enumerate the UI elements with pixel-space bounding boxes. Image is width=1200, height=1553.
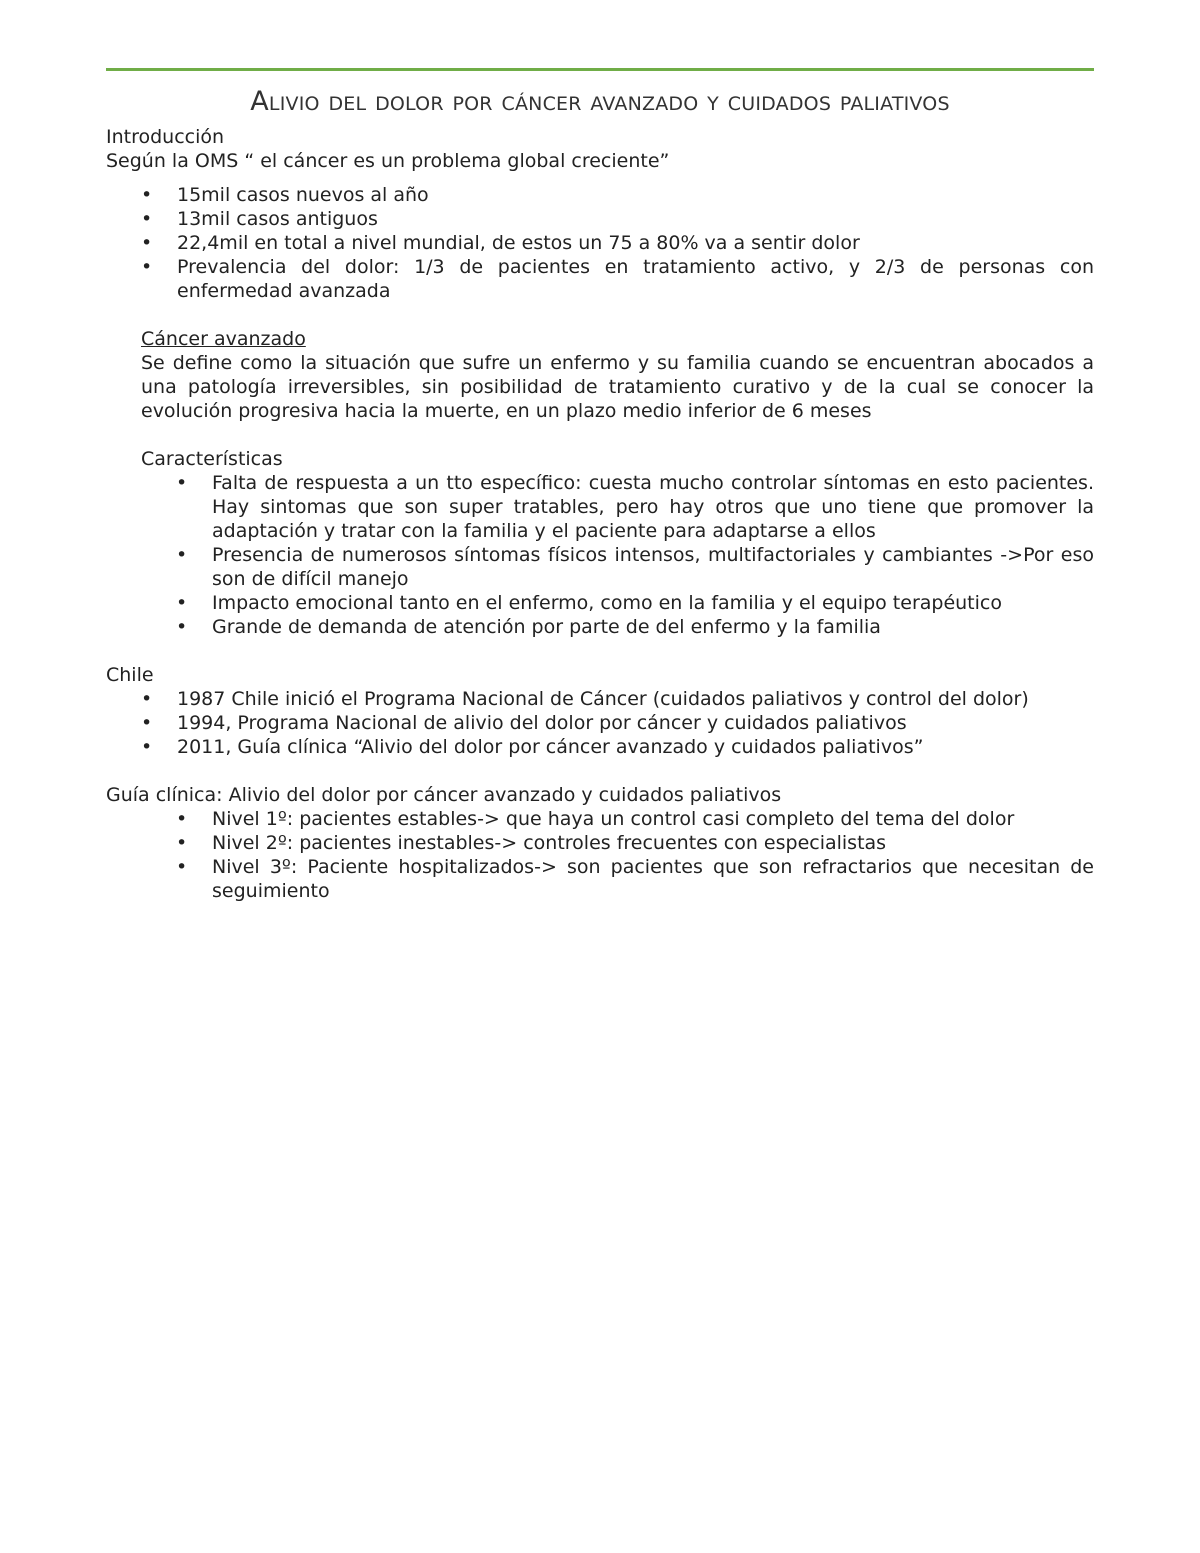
advanced-text: Se define como la situación que sufre un enfermo y su familia cuando se encuentran abocados a una patología irreversibles, sin posibilidad de tratamiento curativo y de la cual se conocer la evolución progresiva hacia la muerte, en un plazo medio inferior de 6 meses [141,352,1094,422]
document-page [106,68,1094,903]
list-item: • Nivel 3º: Paciente hospitalizados-> son pacientes que son refractarios que necesitan de seguimiento [176,856,1094,902]
list-item: • Prevalencia del dolor: 1/3 de pacientes en tratamiento activo, y 2/3 de personas con enfermedad avanzada [141,256,1094,302]
list-item: • Presencia de numerosos síntomas físicos intensos, multifactoriales y cambiantes ->Por eso son de difícil manejo [176,544,1094,590]
intro-text: Según la OMS “ el cáncer es un problema global creciente” [106,150,670,172]
bullet-icon: • [141,688,153,710]
guide-list [106,807,1094,903]
intro-heading: Introducción [106,126,225,148]
list-item: • Nivel 1º: pacientes estables-> que haya un control casi completo del tema del dolor [176,808,1015,830]
features-heading: Características [141,448,283,470]
bullet-icon: • [141,208,153,230]
bullet-icon: • [141,712,153,734]
chile-list [106,687,1094,759]
list-item: • Impacto emocional tanto en el enfermo, como en la familia y el equipo terapéutico [176,592,1002,614]
bullet-icon: • [141,736,153,758]
bullet-icon: • [141,232,153,254]
document-title: Alivio del dolor por cáncer avanzado y cuidados paliativos [250,86,950,117]
list-item: • 1994, Programa Nacional de alivio del dolor por cáncer y cuidados paliativos [141,712,907,734]
list-item: • Nivel 2º: pacientes inestables-> controles frecuentes con especialistas [176,832,887,854]
chile-heading: Chile [106,664,154,686]
bullet-icon: • [176,472,188,494]
guide-heading: Guía clínica: Alivio del dolor por cáncer avanzado y cuidados paliativos [106,784,782,806]
bullet-icon: • [176,808,188,830]
title-rule [106,68,1094,71]
list-item: • Grande de demanda de atención por parte de del enfermo y la familia [176,616,881,638]
list-item: • 2011, Guía clínica “Alivio del dolor por cáncer avanzado y cuidados paliativos” [141,736,924,758]
list-item: • Falta de respuesta a un tto específico: cuesta mucho controlar síntomas en esto pacientes. Hay sintomas que son super tratables, pero hay otros que uno tiene que promover la adaptación y tratar con la familia y el paciente para adaptarse a ellos [176,472,1094,542]
bullet-icon: • [176,616,188,638]
features-list [106,471,1094,639]
list-item: • 15mil casos nuevos al año [141,184,429,206]
bullet-icon: • [141,256,153,278]
bullet-icon: • [176,592,188,614]
list-item: • 1987 Chile inició el Programa Nacional de Cáncer (cuidados paliativos y control del dolor) [141,688,1029,710]
advanced-heading: Cáncer avanzado [141,328,306,350]
list-item: • 22,4mil en total a nivel mundial, de estos un 75 a 80% va a sentir dolor [141,232,860,254]
list-item: • 13mil casos antiguos [141,208,378,230]
intro-list [106,183,1094,303]
bullet-icon: • [176,832,188,854]
bullet-icon: • [141,184,153,206]
bullet-icon: • [176,544,188,566]
bullet-icon: • [176,856,188,878]
